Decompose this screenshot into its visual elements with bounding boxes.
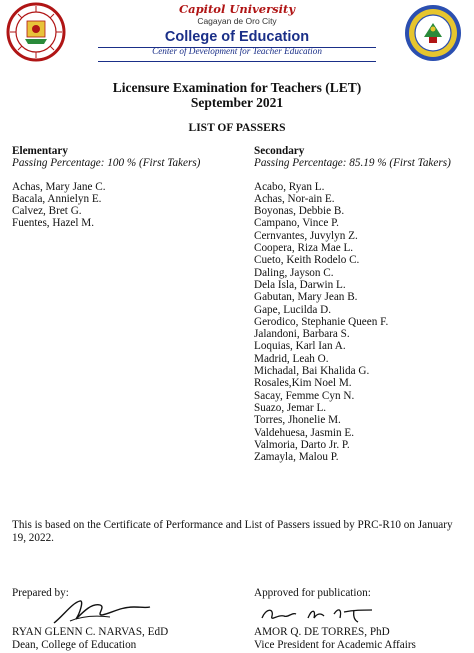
list-item: Gabutan, Mary Jean B. xyxy=(254,291,358,304)
list-item: Daling, Jayson C. xyxy=(254,266,334,279)
source-note: This is based on the Certificate of Performance and List of Passers issued by PRC-R10 on January 19, 2022. xyxy=(12,519,453,544)
dean-signatory xyxy=(12,626,168,651)
university-city: Cagayan de Oro City xyxy=(197,16,277,26)
list-item: Torres, Jhonelie M. xyxy=(254,414,341,427)
list-item: Gerodico, Stephanie Queen F. xyxy=(254,315,389,328)
secondary-column xyxy=(254,145,470,463)
list-item: Acabo, Ryan L. xyxy=(254,180,325,193)
list-item: Sacay, Femme Cyn N. xyxy=(254,389,355,402)
college-name: College of Education xyxy=(164,29,310,45)
document-title xyxy=(0,80,474,110)
header-rule-top xyxy=(98,47,376,48)
prepared-by-label: Prepared by: xyxy=(12,587,69,599)
elementary-names xyxy=(12,181,232,230)
college-seal-icon xyxy=(402,3,464,63)
list-item: Bacala, Annielyn E. xyxy=(12,192,102,205)
list-item: Jalandoni, Barbara S. xyxy=(254,328,350,341)
university-seal-icon xyxy=(6,2,66,62)
list-item: Calvez, Bret G. xyxy=(12,205,82,218)
list-item: Dela Isla, Darwin L. xyxy=(254,278,346,291)
header-rule-bottom xyxy=(98,61,376,62)
list-title: LIST OF PASSERS xyxy=(188,122,286,134)
vp-title: Vice President for Academic Affairs xyxy=(254,638,416,651)
elementary-heading: Elementary xyxy=(12,145,68,157)
center-of-development: Center of Development for Teacher Education xyxy=(152,46,322,56)
dean-title: Dean, College of Education xyxy=(12,638,137,651)
list-item: Achas, Nor-ain E. xyxy=(254,192,335,205)
list-item: Gape, Lucilda D. xyxy=(254,303,332,316)
letterhead xyxy=(0,0,474,68)
list-item: Zamayla, Malou P. xyxy=(254,451,339,464)
list-item: Fuentes, Hazel M. xyxy=(12,217,95,230)
approved-by-label: Approved for publication: xyxy=(254,587,371,599)
vp-signature-icon xyxy=(258,604,376,628)
vp-name: AMOR Q. DE TORRES, PhD xyxy=(254,626,390,638)
list-item: Rosales,Kim Noel M. xyxy=(254,377,352,390)
list-item: Achas, Mary Jane C. xyxy=(12,180,106,193)
list-item: Michadal, Bai Khalida G. xyxy=(254,365,370,378)
list-item: Valdehuesa, Jasmin E. xyxy=(254,426,355,439)
exam-title: Licensure Examination for Teachers (LET) xyxy=(112,80,362,95)
secondary-heading: Secondary xyxy=(254,145,305,157)
list-item: Loquias, Karl Ian A. xyxy=(254,340,346,353)
vp-signatory xyxy=(254,626,416,651)
list-item: Coopera, Riza Mae L. xyxy=(254,242,354,255)
letterhead-text xyxy=(110,3,364,57)
elementary-column xyxy=(12,145,232,230)
list-item: Cueto, Keith Rodelo C. xyxy=(254,254,360,267)
list-item: Campano, Vince P. xyxy=(254,217,339,230)
list-item: Cernvantes, Juvylyn Z. xyxy=(254,229,358,242)
list-item: Boyonas, Debbie B. xyxy=(254,205,345,218)
dean-signature-icon xyxy=(50,593,154,629)
list-item: Suazo, Jemar L. xyxy=(254,401,327,414)
secondary-names xyxy=(254,181,470,464)
elementary-passing-percentage: Passing Percentage: 100 % (First Takers) xyxy=(12,157,201,170)
list-item: Valmoria, Darto Jr. P. xyxy=(254,438,350,451)
secondary-passing-percentage: Passing Percentage: 85.19 % (First Takers) xyxy=(254,157,451,170)
exam-date: September 2021 xyxy=(190,95,284,110)
dean-name: RYAN GLENN C. NARVAS, EdD xyxy=(12,626,169,638)
university-name: Capitol University xyxy=(178,2,296,16)
list-item: Madrid, Leah O. xyxy=(254,352,329,365)
